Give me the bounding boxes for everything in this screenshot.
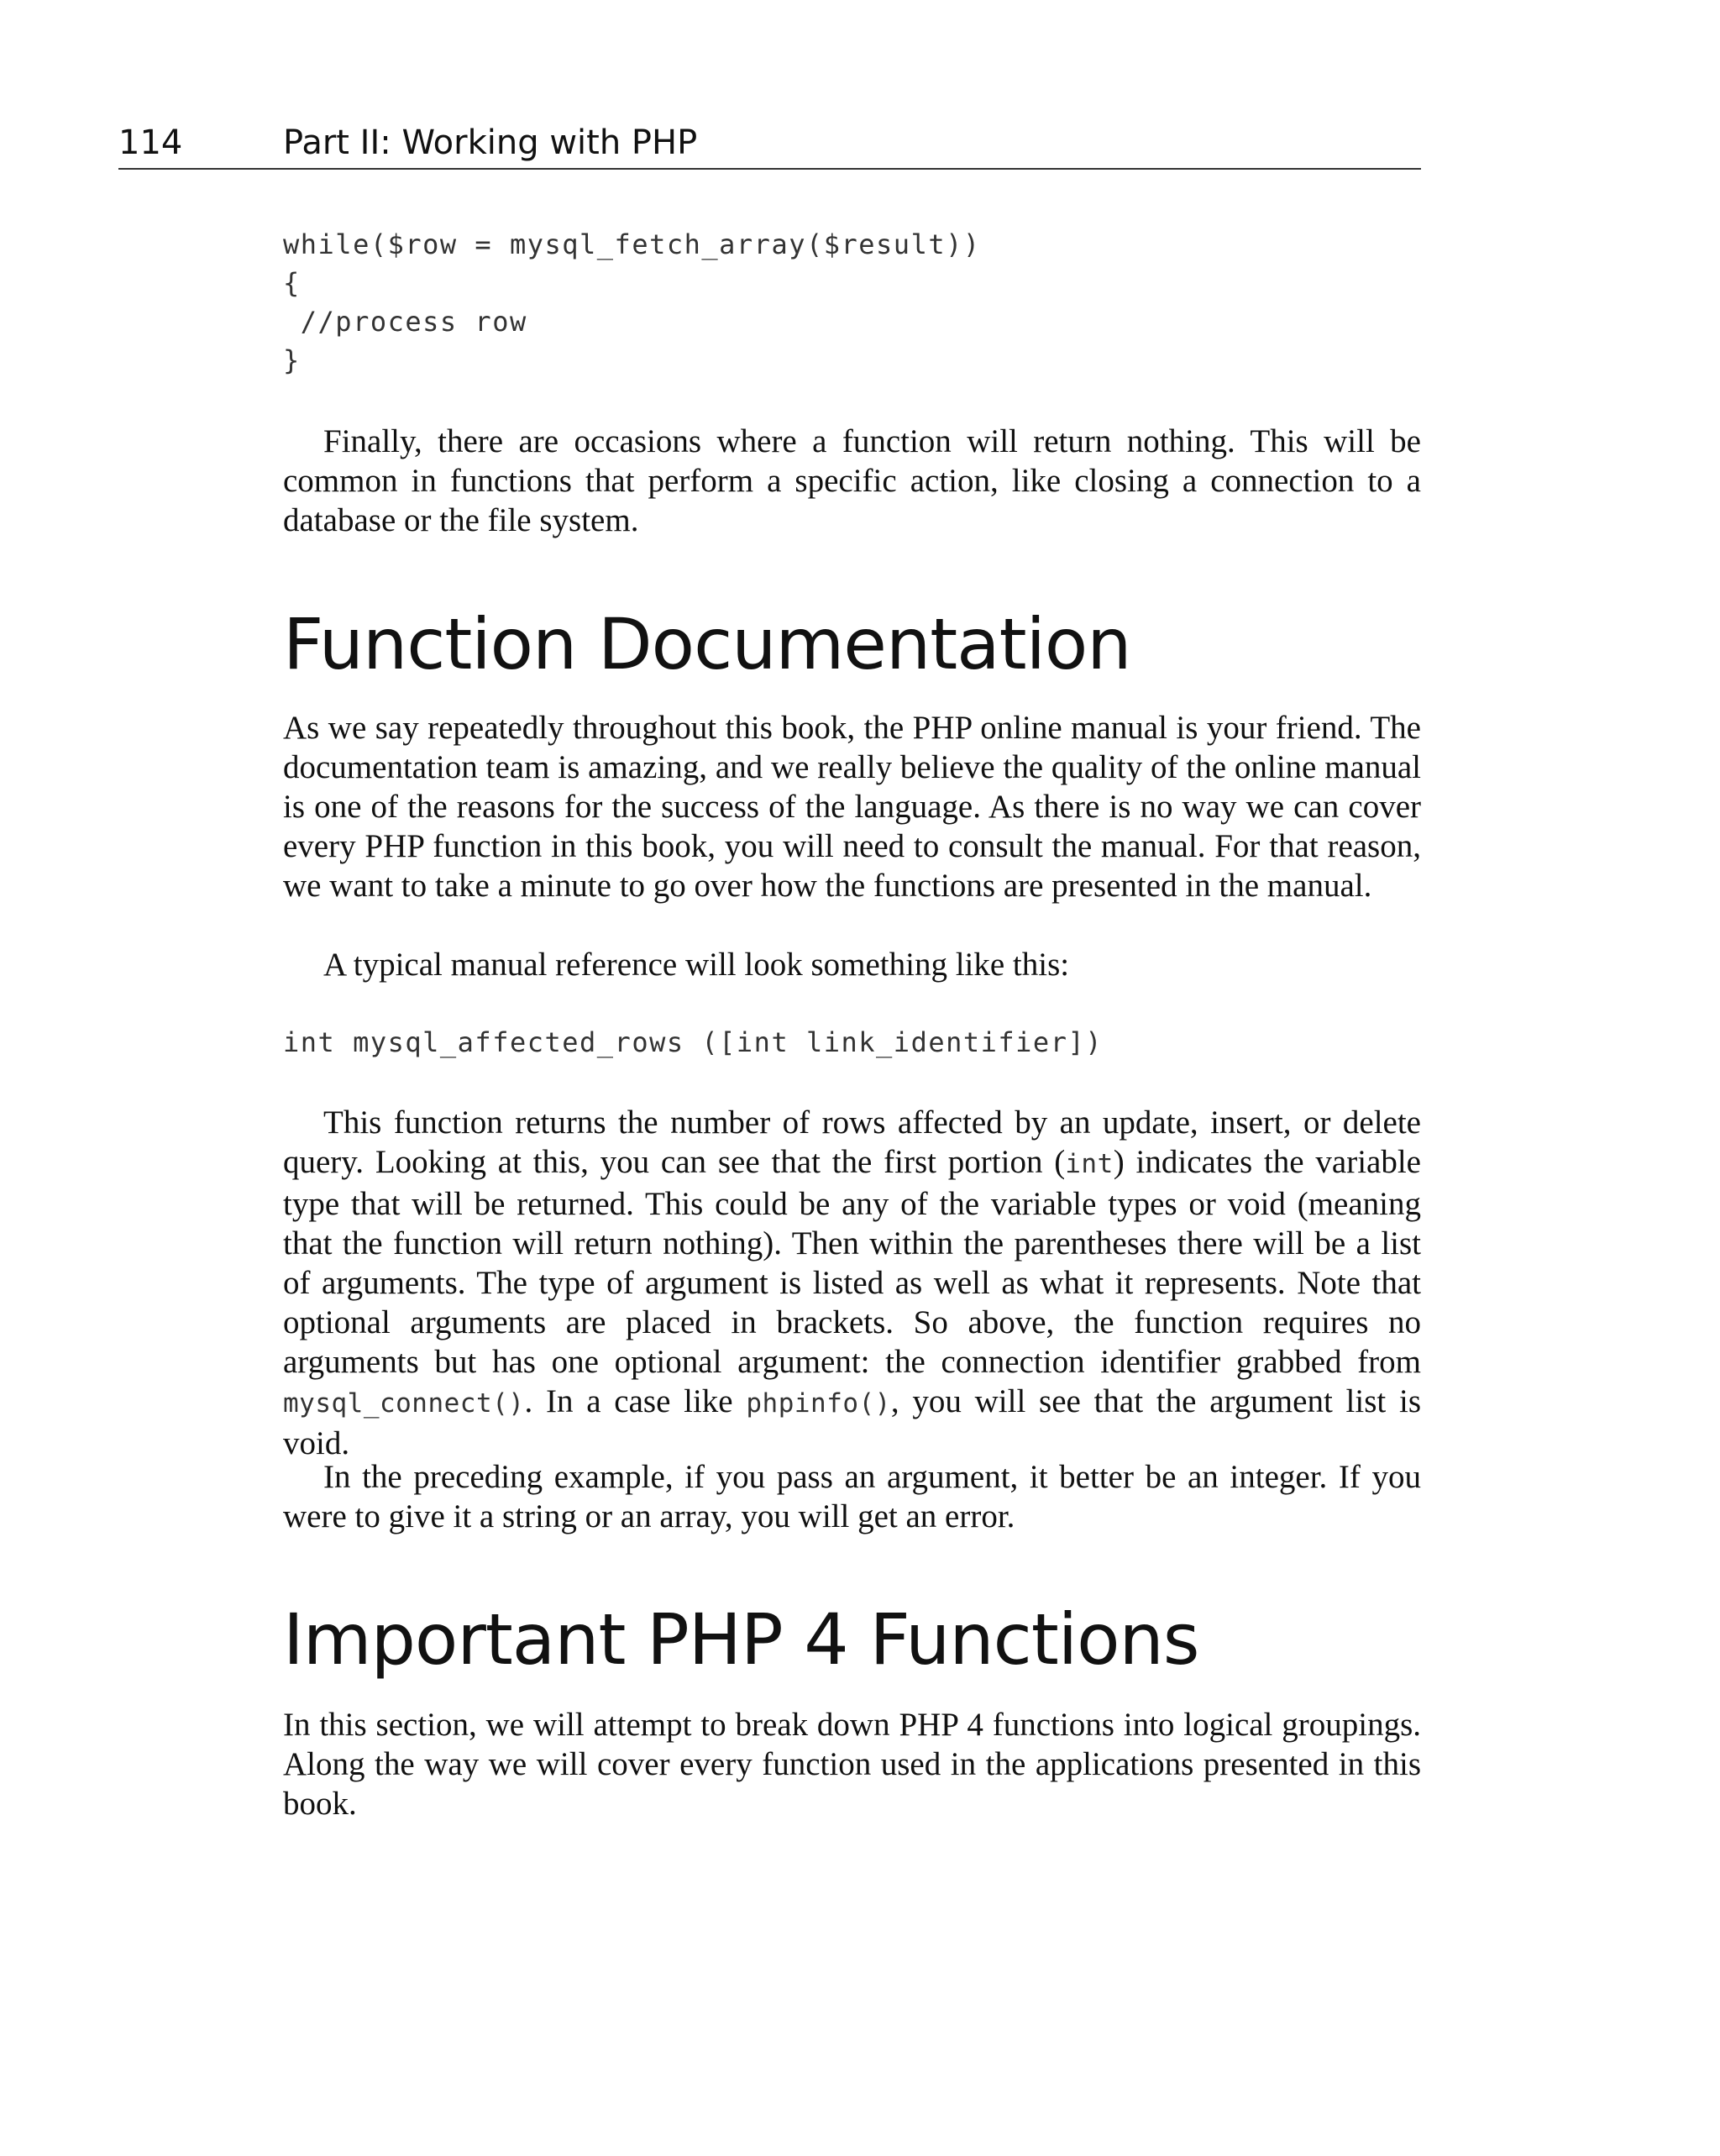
- inline-code-int: int: [1065, 1149, 1114, 1179]
- inline-code-mysql-connect: mysql_connect(): [283, 1388, 525, 1419]
- paragraph-typical-reference: A typical manual reference will look something like this:: [323, 947, 1070, 983]
- code-function-signature: [283, 1023, 1103, 1062]
- text-segment: . In a case like: [524, 1383, 747, 1419]
- section-heading-function-documentation: Function Documentation: [283, 603, 1131, 685]
- section-heading-important-php4-functions: Important PHP 4 Functions: [283, 1598, 1199, 1681]
- paragraph-preceding-example: In the preceding example, if you pass an argument, it better be an integer. If you were to give it a string or an array, you will get an error.: [283, 1459, 1421, 1534]
- code-line: }: [283, 344, 301, 376]
- code-block-while-loop: [283, 225, 981, 380]
- code-line: {: [283, 267, 301, 299]
- paragraph-logical-groupings: In this section, we will attempt to break down PHP 4 functions into logical groupings. Along the way we will cover every function used in the applications presented in this book.: [283, 1707, 1421, 1822]
- page-number: 114: [118, 123, 183, 162]
- inline-code-phpinfo: phpinfo(): [746, 1388, 891, 1419]
- paragraph-finally: Finally, there are occasions where a function will return nothing. This will be common in functions that perform a specific action, like closing a connection to a database or the file system.: [283, 423, 1421, 538]
- paragraph-function-explanation: [283, 1103, 1421, 1463]
- page-header: [118, 118, 1421, 170]
- code-line: //process row: [283, 306, 527, 338]
- paragraph-manual-intro: As we say repeatedly throughout this book, the PHP online manual is your friend. The documentation team is amazing, and we really believe the quality of the online manual is one of the reasons for the success of the language. As there is no way we can cover every PHP function in this book, you will need to consult the manual. For that reason, we want to take a minute to go over how the functions are presented in the manual.: [283, 710, 1421, 904]
- text-segment: ) indicates the variable type that will be returned. This could be any of the variable types or void (meaning that the function will return nothing). Then within the parentheses there will be a list of arguments. The type of argument is listed as well as what it represents. Note that optional arguments are placed in brackets. So above, the function requires no arguments but has one optional argument: the connection identifier grabbed from: [283, 1144, 1421, 1380]
- code-line: while($row = mysql_fetch_array($result)): [283, 228, 981, 260]
- text-segment: This function returns the number of rows affected by an update, insert, or delete query. Looking at this, you can see that the first portion (: [283, 1104, 1421, 1180]
- running-title: Part II: Working with PHP: [283, 123, 698, 162]
- text-segment: , you will see that the argument list is void.: [283, 1383, 1421, 1461]
- code-line: int mysql_affected_rows ([int link_identifier]): [283, 1026, 1103, 1058]
